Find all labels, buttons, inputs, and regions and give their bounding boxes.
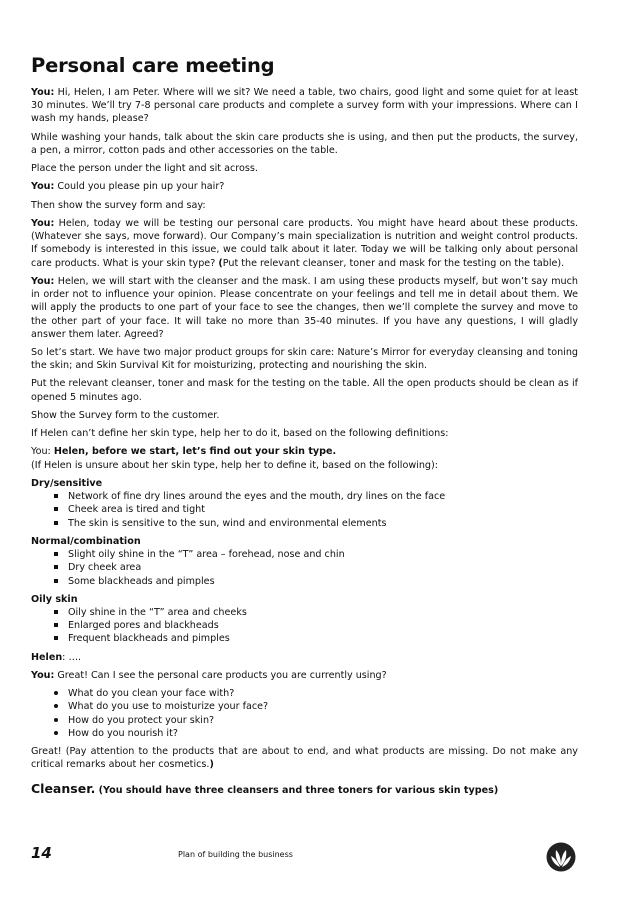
- page-footer: [31, 842, 578, 872]
- paragraph-text: Great! Can I see the personal care products you are currently using?: [54, 669, 387, 681]
- speaker-label: You:: [31, 446, 54, 458]
- page-title: Personal care meeting: [31, 54, 275, 77]
- paragraph-great: [31, 745, 578, 771]
- paragraph-define-skin: If Helen can’t define her skin type, help her to do it, based on the following definitions:: [31, 428, 449, 440]
- footer-text: Plan of building the business: [178, 850, 293, 859]
- paragraph-current-products: [31, 669, 578, 682]
- leaf-logo-icon: [546, 842, 576, 872]
- page-number: 14: [31, 844, 52, 862]
- list-item: Network of fine dry lines around the eyes and the mouth, dry lines on the face: [31, 490, 578, 503]
- list-item: Cheek area is tired and tight: [31, 503, 578, 516]
- skin-type-heading-dry: Dry/sensitive: [31, 477, 103, 489]
- speaker-label: You:: [31, 181, 55, 193]
- paragraph-show-survey: Show the Survey form to the customer.: [31, 409, 220, 421]
- speaker-label: You:: [31, 217, 55, 229]
- list-item: Enlarged pores and blackheads: [31, 619, 578, 632]
- paragraph-helen: [31, 651, 578, 664]
- paragraph-text: Helen, we will start with the cleanser and the mask. I am using these products myself, but won’t say much in order not to influence your opinion. Please concentrate on your feelings and tell me in detail about them. We will apply the products to one part of your face to see the changes, then we’ll complete the survey and move to the other part of your face. It will take no more than 35-40 minutes. If you have any questions, I will gladly answer them later. Agreed?: [31, 275, 578, 340]
- skin-type-heading-oily: Oily skin: [31, 593, 78, 605]
- paragraph-text: Could you please pin up your hair?: [54, 181, 225, 193]
- list-item: Dry cheek area: [31, 561, 578, 574]
- bold-paren: ): [209, 759, 214, 771]
- skin-type-list-dry: [31, 490, 578, 530]
- paragraph-text: : ….: [62, 651, 82, 663]
- speaker-label: You:: [31, 275, 55, 287]
- paragraph-intro: [31, 86, 578, 126]
- paragraph-text: Hi, Helen, I am Peter. Where will we sit? We need a table, two chairs, good light and some quiet for at least 30 minutes. We’ll try 7-8 personal care products and complete a survey form with your impressions. Where can I wash my hands, please?: [31, 87, 578, 125]
- speaker-label: Helen: [31, 651, 63, 663]
- list-item: What do you use to moisturize your face?: [31, 700, 578, 713]
- paragraph-text: Put the relevant cleanser, toner and mask for the testing on the table).: [222, 257, 565, 269]
- list-item: How do you nourish it?: [31, 727, 578, 740]
- list-item: Frequent blackheads and pimples: [31, 632, 578, 645]
- skin-type-heading-normal: Normal/combination: [31, 535, 141, 547]
- paragraph-product-groups: So let’s start. We have two major product groups for skin care: Nature’s Mirror for everyday cleansing and toning the skin; and Skin Survival Kit for moisturizing, protecting and nourishing the skin.: [31, 346, 578, 372]
- bold-paren: (: [218, 257, 223, 269]
- paragraph-survey: Then show the survey form and say:: [31, 199, 206, 211]
- cleanser-label: Cleanser.: [31, 780, 96, 796]
- cleanser-note: (You should have three cleansers and three toners for various skin types): [95, 784, 499, 796]
- skin-type-list-oily: [31, 606, 578, 646]
- paragraph-text: Helen, today we will be testing our personal care products. You might have heard about these products. (Whatever she says, move forward). Our Company’s main specialization is nutrition and weight control products. If somebody is interested in this issue, we could talk about it later. Today we will be talking only about personal care products. What is your skin type?: [31, 217, 578, 269]
- paragraph-products-table: Put the relevant cleanser, toner and mask for the testing on the table. All the open products should be clean as if opened 5 minutes ago.: [31, 378, 578, 403]
- paragraph-cleanser-mask: [31, 275, 578, 341]
- list-item: What do you clean your face with?: [31, 687, 578, 700]
- list-item: Slight oily shine in the “T” area – forehead, nose and chin: [31, 548, 578, 561]
- list-item: The skin is sensitive to the sun, wind and environmental elements: [31, 517, 578, 530]
- speaker-label: You:: [31, 87, 55, 98]
- paragraph-testing: [31, 217, 578, 270]
- skin-type-list-normal: [31, 548, 578, 588]
- paragraph-place: Place the person under the light and sit across.: [31, 163, 258, 175]
- paragraph-hair: [31, 180, 578, 193]
- cleanser-heading: [31, 781, 578, 796]
- question-list: [31, 687, 578, 740]
- paragraph-text: Great! (Pay attention to the products that are about to end, and what products are missing. Do not make any critical remarks about her cosmetics.: [31, 746, 578, 771]
- bold-text: Helen, before we start, let’s find out your skin type.: [53, 446, 337, 458]
- speaker-label: You:: [31, 669, 55, 681]
- list-item: How do you protect your skin?: [31, 714, 578, 727]
- list-item: Oily shine in the “T” area and cheeks: [31, 606, 578, 619]
- paragraph-washing: While washing your hands, talk about the skin care products she is using, and then put the products, the survey, a pen, a mirror, cotton pads and other accessories on the table.: [31, 131, 578, 156]
- document-body: [31, 54, 578, 796]
- paragraph-text: (If Helen is unsure about her skin type, help her to define it, based on the following):: [31, 459, 438, 471]
- paragraph-skin-type: [31, 445, 578, 471]
- list-item: Some blackheads and pimples: [31, 575, 578, 588]
